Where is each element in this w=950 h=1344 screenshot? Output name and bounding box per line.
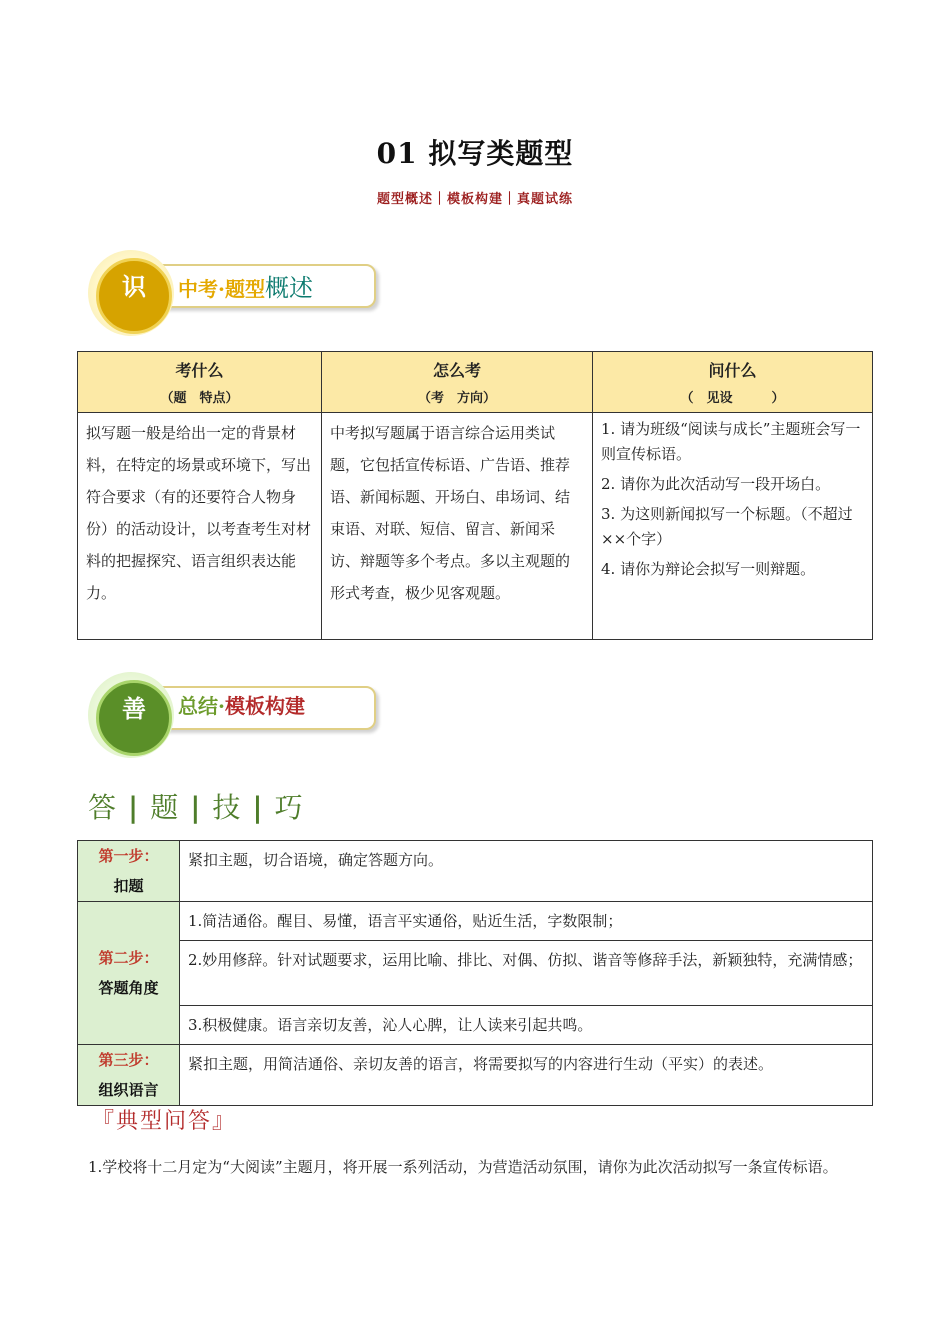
step-name: 组织语言 bbox=[98, 1081, 159, 1099]
question-text: 1.学校将十二月定为“大阅读”主题月，将开展一系列活动，为营造活动氛围，请你为此次活动拟写一条宣传标语。 bbox=[88, 1158, 838, 1176]
overview-table bbox=[77, 351, 873, 640]
step-text-cell: 1.简洁通俗。醒目、易懂，语言平实通俗，贴近生活，字数限制； bbox=[180, 902, 873, 941]
banner-label-prefix: 中考·题型 bbox=[178, 277, 265, 301]
skills-char: 巧 bbox=[274, 791, 305, 824]
overview-cell-how: 中考拟写题属于语言综合运用类试题，它包括宣传标语、广告语、推荐语、新闻标题、开场白、串场词、结束语、对联、短信、留言、新闻采访、辩题等多个考点。多以主观题的形式考查，极少见客观题。 bbox=[322, 413, 593, 640]
overview-header-what bbox=[78, 352, 322, 413]
list-item: 2. 请你为此次活动写一段开场白。 bbox=[601, 475, 831, 493]
skills-separator: | bbox=[252, 791, 265, 824]
overview-header-how bbox=[322, 352, 593, 413]
step-name: 答题角度 bbox=[98, 979, 159, 997]
banner-label-prefix: 总结· bbox=[178, 694, 225, 718]
step-number: 第二步： bbox=[98, 949, 159, 967]
step-label-cell bbox=[78, 841, 180, 902]
skills-separator: | bbox=[128, 791, 141, 824]
banner-badge bbox=[96, 258, 172, 334]
banner-badge bbox=[96, 680, 172, 756]
overview-table-body-row bbox=[78, 413, 873, 640]
section-banner-template bbox=[88, 672, 388, 748]
list-item: 1. 请为班级“阅读与成长”主题班会写一则宣传标语。 bbox=[601, 420, 861, 463]
banner-badge-text: 善 bbox=[122, 694, 146, 723]
table-row bbox=[78, 902, 873, 941]
step-number: 第一步： bbox=[98, 847, 159, 865]
step-number: 第三步： bbox=[98, 1051, 159, 1069]
banner-badge-halo bbox=[88, 672, 174, 758]
step-label-cell bbox=[78, 1045, 180, 1106]
list-item: 3. 为这则新闻拟写一个标题。（不超过××个字） bbox=[601, 505, 853, 548]
section-banner-overview bbox=[88, 250, 388, 326]
banner-badge-halo bbox=[88, 250, 174, 336]
page-subtitle: 题型概述｜模板构建｜真题试练 bbox=[376, 192, 573, 207]
step-text-cell: 紧扣主题，切合语境，确定答题方向。 bbox=[180, 841, 873, 902]
overview-cell-what: 拟写题一般是给出一定的背景材料，在特定的场景或环境下，写出符合要求（有的还要符合人物身份）的活动设计，以考查考生对材料的把握探究、语言组织表达能力。 bbox=[78, 413, 322, 640]
skills-separator: | bbox=[190, 791, 203, 824]
table-row bbox=[78, 1045, 873, 1106]
step-name: 扣题 bbox=[113, 877, 144, 895]
banner-label-suffix: 模板构建 bbox=[224, 694, 305, 718]
banner-label bbox=[178, 690, 305, 719]
skills-char: 技 bbox=[212, 791, 243, 824]
banner-label-suffix: 概述 bbox=[264, 274, 313, 302]
header-sub: （ 见设 ） bbox=[680, 391, 785, 406]
table-row bbox=[78, 941, 873, 1006]
header-main: 问什么 bbox=[708, 361, 757, 380]
table-row bbox=[78, 841, 873, 902]
steps-table bbox=[77, 840, 873, 1106]
step-text-cell: 3.积极健康。语言亲切友善，沁人心脾，让人读来引起共鸣。 bbox=[180, 1006, 873, 1045]
skills-heading bbox=[88, 786, 305, 826]
list-item: 4. 请你为辩论会拟写一则辩题。 bbox=[601, 560, 816, 578]
banner-label bbox=[178, 268, 313, 303]
skills-char: 答 bbox=[88, 791, 119, 824]
page-title: 01 拟写类题型 bbox=[376, 137, 574, 170]
step-text-cell: 2.妙用修辞。针对试题要求，运用比喻、排比、对偶、仿拟、谐音等修辞手法，新颖独特，充满情感； bbox=[180, 941, 873, 1006]
qa-heading: 『典型问答』 bbox=[92, 1109, 237, 1134]
step-label-cell bbox=[78, 902, 180, 1045]
overview-table-header-row bbox=[78, 352, 873, 413]
header-sub: （考 方向） bbox=[417, 391, 496, 406]
table-row bbox=[78, 1006, 873, 1045]
banner-badge-text: 识 bbox=[122, 272, 146, 301]
overview-cell-ask bbox=[593, 413, 873, 640]
header-main: 怎么考 bbox=[432, 361, 481, 380]
step-text-cell: 紧扣主题，用简洁通俗、亲切友善的语言，将需要拟写的内容进行生动（平实）的表述。 bbox=[180, 1045, 873, 1106]
header-sub: （题 特点） bbox=[160, 391, 239, 406]
skills-char: 题 bbox=[150, 791, 181, 824]
header-main: 考什么 bbox=[175, 361, 224, 380]
overview-header-ask bbox=[593, 352, 873, 413]
